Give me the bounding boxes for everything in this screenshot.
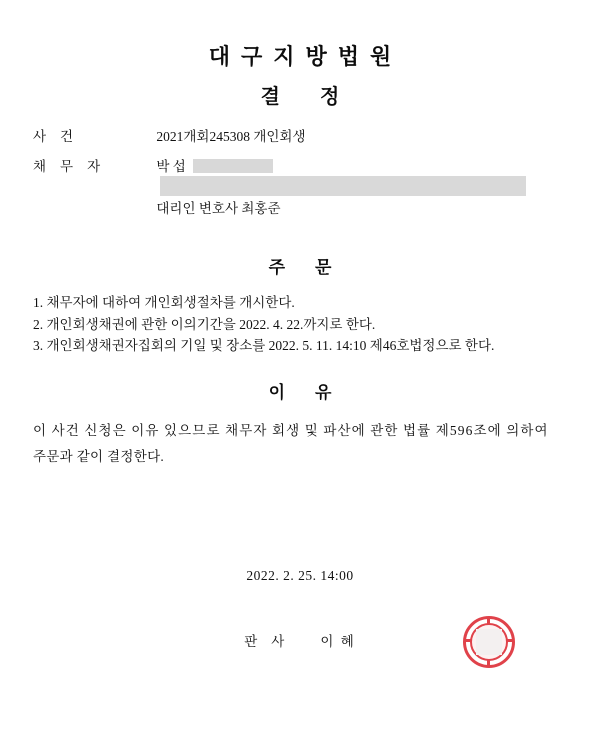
reason-heading: 이유 xyxy=(268,383,362,402)
judge-label: 판사 xyxy=(244,634,299,649)
debtor-row xyxy=(33,158,273,176)
order-item: 1. 채무자에 대하여 개인회생절차를 개시한다. xyxy=(33,295,295,310)
seal-tick xyxy=(487,617,490,624)
agent-row xyxy=(33,200,281,218)
seal-tick xyxy=(465,639,472,642)
court-title: 대구지방법원 xyxy=(208,44,403,69)
seal-tick xyxy=(506,639,513,642)
order-list xyxy=(33,292,494,357)
judge-name: 이 혜 xyxy=(320,634,356,649)
order-heading: 주문 xyxy=(268,258,362,277)
case-row xyxy=(33,128,306,146)
seal-tick xyxy=(487,660,490,667)
case-label: 사건 xyxy=(33,129,88,144)
order-item: 2. 개인회생채권에 관한 이의기간을 2022. 4. 22.까지로 한다. xyxy=(33,316,376,332)
document-date: 2022. 2. 25. 14:00 xyxy=(246,568,354,583)
redaction-mark xyxy=(193,159,273,173)
reason-line: 이 사건 신청은 이유 있으므로 채무자 회생 및 파산에 관한 법률 제596조에 의하여 xyxy=(33,423,549,438)
reason-line: 주문과 같이 결정한다. xyxy=(33,449,165,464)
debtor-value: 박 섭 xyxy=(156,159,186,174)
seal-core xyxy=(476,629,502,655)
case-value: 2021개회245308 개인회생 xyxy=(156,129,306,144)
redaction-block xyxy=(160,176,526,196)
document-type-title: 결정 xyxy=(260,86,380,108)
agent-value: 대리인 변호사 최홍준 xyxy=(156,201,281,216)
reason-body xyxy=(33,418,569,470)
order-item: 3. 개인회생채권자집회의 기일 및 장소를 2022. 5. 11. 14:10 제46호법정으로 한다. xyxy=(33,338,495,353)
official-seal-icon xyxy=(463,616,515,668)
debtor-label: 채무자 xyxy=(33,159,115,174)
